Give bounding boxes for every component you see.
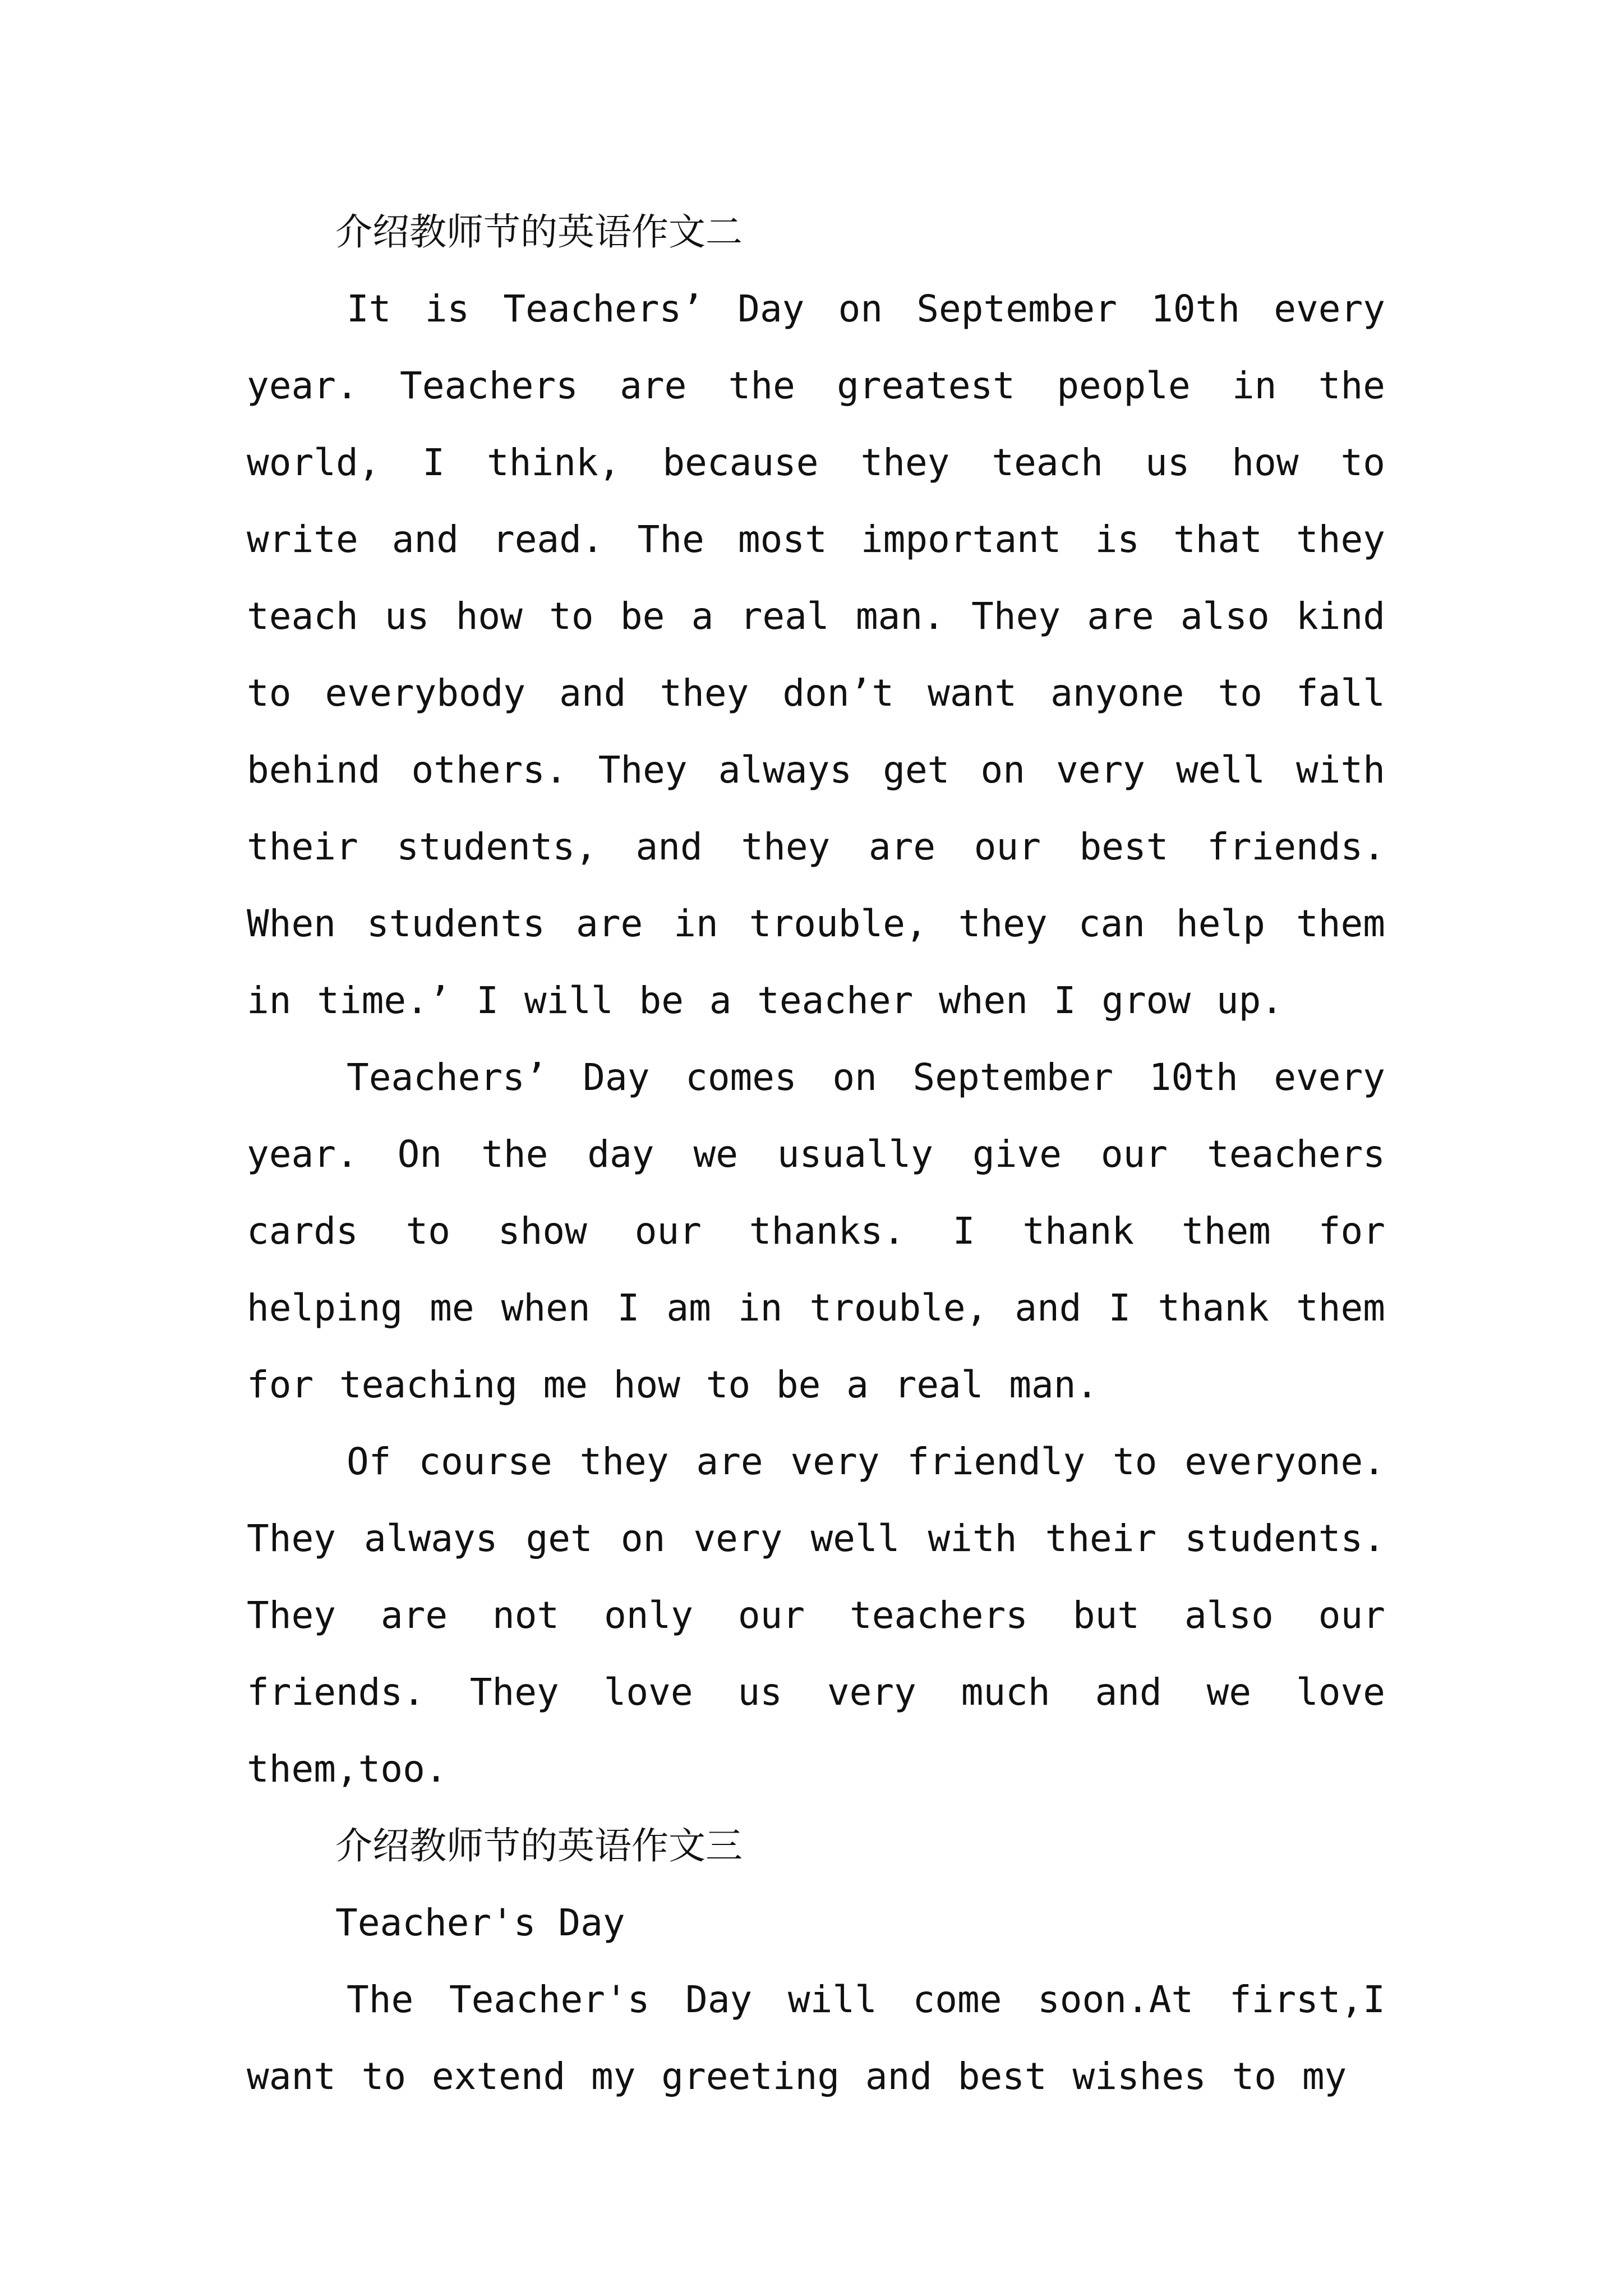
essay-three-heading: 介绍教师节的英语作文三 [335,1824,743,1867]
essay-two-paragraph-2: Teachers’ Day comes on September 10th every year. On the day we usually give our teachers cards to show our thanks. I thank them for helping me when I am in trouble, and I thank them for teaching me how to be a real man. [247,1056,1385,1406]
essay-two-paragraph-1: It is Teachers’ Day on September 10th every year. Teachers are the greatest people in the world, I think, because they teach us how to write and read. The most important is that they teach us how to be a real man. They are also kind to everybody and they don’t want anyone to fall behind others. They always get on very well with their students, and they are our best friends. When students are in trouble, they can help them in time.’ I will be a teacher when I grow up. [247,287,1385,1022]
essay-two-heading: 介绍教师节的英语作文二 [335,210,743,254]
essay-three-paragraph-1: The Teacher's Day will come soon.At first,I want to extend my greeting and best wishes to my [247,1978,1385,2098]
essay-two-paragraph-3: Of course they are very friendly to everyone. They always get on very well with their students. They are not only our teachers but also our friends. They love us very much and we love them,too. [247,1440,1385,1791]
document-body [247,194,1385,2115]
essay-three-subtitle: Teacher's Day [335,1901,625,1944]
